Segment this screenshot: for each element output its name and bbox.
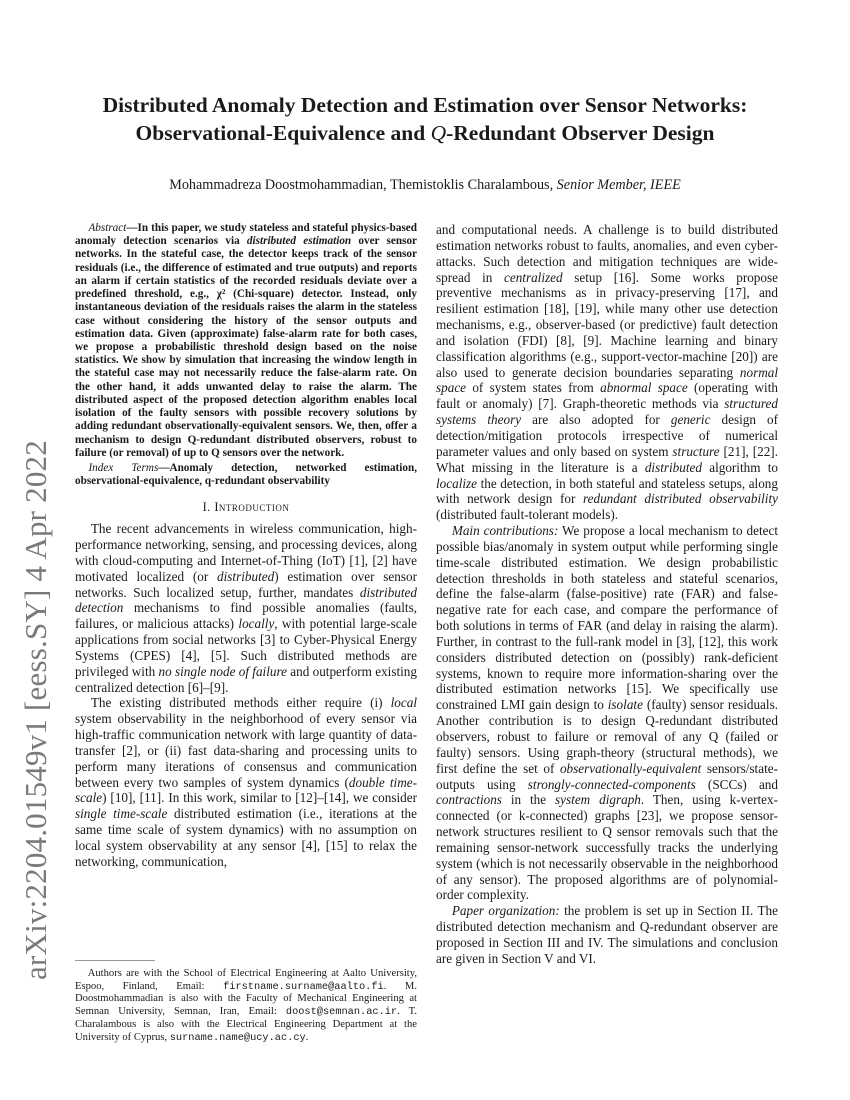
intro-paragraph-2 [75,695,417,869]
title-line-2-b: -Redundant Observer Design [446,120,715,145]
footnote [75,968,417,1044]
abstract-lead: Abstract [88,222,127,234]
r1-i6: structure [672,443,720,459]
r1-e: are also adopted for [521,412,671,428]
r1-g: [21], [22]. What missing in the literature is a [436,443,778,475]
intro-p2-b: system observability in the neighborhood of every sensor via high-traffic communication network with large quantity of data-transfer [2], or (ii) fast data-sharing and processing units to perform many iterations of consensus and communication between every two samples of system dynamics ( [75,711,417,790]
r1-i4: structured systems theory [436,396,778,428]
contributions-lead: Main contributions: [451,523,559,539]
r2-f: . Then, using k-vertex-connected (or k-connected) graphs [23], we propose sensor-network structures resilient to Q sensor removals such that the remaining sensor-network successfully tracks the underlying system (which is not necessarily observable in the neighborhood of any sensor). The proposed algorithms are of polynomial-order complexity. [436,792,778,903]
right-paragraph-1 [436,222,778,523]
intro-p1-i2: distributed detection [75,584,417,616]
footnote-a: Authors are with the School of Electrical Engineering at Aalto University, Espoo, Finland, Email: [75,968,417,992]
r1-d: (operating with fault or anomaly) [7]. Graph-theoretic methods via [436,380,778,412]
r2-i2: observationally-equivalent [559,760,702,776]
arxiv-sidebar [14,290,58,980]
r1-c: of system states from [466,380,601,396]
r1-h: algorithm to [701,459,778,475]
r2-i4: contractions [436,792,502,808]
right-paragraph-organization [436,903,778,966]
arxiv-identifier: arXiv:2204.01549v1 [eess.SY] 4 Apr 2022 [18,440,53,980]
right-paragraph-contributions [436,523,778,903]
author-role: Senior Member, IEEE [556,177,681,193]
r2-i3: strongly-connected-components [527,776,696,792]
r2-b: (faulty) sensor residuals. Another contribution is to design Q-redundant distributed observers, robust to failure or removal of any Q (failed or faulty) sensors. Using graph-theory (structural methods), we first define the set of [436,697,778,776]
intro-p1-a: The recent advancements in wireless communication, high-performance networking, sensing, and processing devices, along with cloud-computing and Internet-of-Thing (IoT) [1], [2] have motivated localized (or [75,521,417,584]
left-column [75,222,417,870]
section-title: Introduction [214,500,290,515]
title-line-2 [60,120,790,148]
title-line-2-a: Observational-Equivalence and [135,120,431,145]
intro-p1-i4: no single node of failure [158,663,287,679]
intro-p1-d: , with potential large-scale applications from social networks [3] to Cyber-Physical Energy Systems (CPES) [4], [5]. Such distributed methods are privileged with [75,616,418,679]
r1-b: setup [16]. Some works propose preventive mechanisms as in privacy-preserving [17], and resilient estimation [18], [19], while many other use detection mechanisms, e.g., observer-based (or predictive) fault detection and isolation (FDI) [8], [9]. Machine learning and binary classification algorithms (e.g., support-vector-machine [20]) are also used to generate decision boundaries separating [436,269,778,380]
r2-a: We propose a local mechanism to detect possible bias/anomaly in system output while performing single time-scale distributed estimation. We design probabilistic detection thresholds in both stateless and stateful scenarios, define the false-alarm (false-positive) rate (FAR) and false-negative rate for each case, and compare the performance of both solutions in terms of FAR (and delay in raising the alarm). Further, in contrast to the full-rank model in [3], [12], this work considers distributed detection on (possibly) rank-deficient systems, known to require more information-sharing over the distributed estimation networks [15]. We specifically use constrained LMI gain design to [436,523,778,713]
section-number: I. [202,500,215,515]
r1-a: and computational needs. A challenge is to build distributed estimation networks robust to faults, anomalies, and even cyber-attacks. Such detection and mitigation techniques are wide-spread in [436,222,778,285]
intro-paragraph-1 [75,521,417,695]
r1-i7: distributed [644,459,702,475]
r1-i9: redundant distributed observability [583,491,778,507]
r2-d: (SCCs) and [695,776,778,792]
intro-p2-c: ) [10], [11]. In this work, similar to [12]–[14], we consider [102,790,417,806]
intro-p2-d: distributed estimation (i.e., iterations at the same time scale of system dynamics) with no assumption on local system observability at any sensor [4], [15] to relax the networking, communication, [75,806,417,869]
intro-p1-i1: distributed [217,568,275,584]
abstract-text-1: —In this paper, we study stateless and stateful physics-based anomaly detection scenarios via [75,222,417,248]
footnote-text [75,968,417,1044]
abstract [75,222,417,460]
index-terms [75,462,417,488]
footnote-email-1: firstname.surname@aalto.fi [223,980,384,993]
right-column [436,222,778,967]
section-heading [75,500,417,515]
r2-i5: system digraph [555,792,641,808]
footnote-email-3: surname.name@ucy.ac.cy [169,1031,306,1044]
r2-e: in the [501,792,556,808]
intro-p2-i2: double time-scale [75,774,417,806]
r1-i2: normal space [436,364,778,396]
title-line-1: Distributed Anomaly Detection and Estimation over Sensor Networks: [102,93,748,117]
r1-k: (distributed fault-tolerant models). [436,507,619,523]
footnote-d: . [305,1031,309,1043]
r1-i5: generic [670,412,711,428]
intro-p1-i3: locally [238,616,275,632]
abstract-emphasis: distributed estimation [246,235,352,248]
r1-i8: localize [436,475,478,491]
r2-c: sensors/state-outputs using [436,760,778,792]
intro-p1-e: and outperform existing centralized detection [6]–[9]. [75,663,417,695]
footnote-rule [75,960,155,961]
intro-p1-c: mechanisms to find possible anomalies (faults, failures, or malicious attacks) [75,600,417,632]
intro-p1-b: ) estimation over sensor networks. Such localized setup, further, mandates [75,568,417,600]
author-names: Mohammadreza Doostmohammadian, Themistoklis Charalambous, [169,177,557,193]
abstract-text-2: over sensor networks. In the stateful case, the detector keeps track of the sensor residuals (i.e., the difference of estimated and true outputs) and reports an alarm if certain statistics of the recorded residuals deviate over a predefined threshold, e.g., χ² (Chi-square) detector. Instead, only instantaneous deviation of the residuals raises the alarm in the stateless case without considering the history of the sensor outputs and estimation data. Given (approximate) false-alarm rate for both cases, we propose a probabilistic threshold design based on the noise statistics. We show by simulation that increasing the window length in the stateful case may not necessarily reduce the false-alarm rate. On the other hand, it adds unwanted delay to raise the alarm. The distributed aspect of the proposed detection algorithm enables local isolation of the faulty sensors with possible recovery solutions by adding redundant observationally-equivalent sensors. We, then, offer a mechanism to design Q-redundant distributed observers, robust to failure (or removal) of up to Q sensors over the network. [75,235,417,459]
r1-i3: abnormal space [600,380,688,396]
r1-f: design of detection/mitigation protocols irrespective of numerical parameter values and only based on system [436,412,778,459]
organization-lead: Paper organization: [451,903,560,919]
paper-title [60,92,790,148]
r1-j: the detection, in both stateful and stateless setups, along with network design for [436,475,778,507]
r2-i1: isolate [607,697,643,713]
index-terms-text: —Anomaly detection, networked estimation, observational-equivalence, q-redundant observability [75,461,417,488]
footnote-c: . T. Charalambous is also with the Electrical Engineering Department at the University of Cyprus, [75,1006,417,1043]
footnote-b: . M. Doostmohammadian is also with the Faculty of Mechanical Engineering at Semnan University, Semnan, Iran, Email: [75,980,418,1018]
r1-i1: centralized [503,269,563,285]
author-list [60,177,790,194]
title-q-symbol: Q [430,120,447,145]
intro-p2-a: The existing distributed methods either require (i) [90,695,391,711]
index-terms-lead: Index Terms [88,461,159,474]
intro-p2-i3: single time-scale [75,806,168,822]
intro-p2-i1: local [390,695,417,711]
footnote-email-2: doost@semnan.ac.ir [285,1006,398,1019]
r3-a: the problem is set up in Section II. The distributed detection mechanism and Q-redundant observer are proposed in Section III and IV. The simulations and conclusion are given in Section V and VI. [436,903,778,966]
